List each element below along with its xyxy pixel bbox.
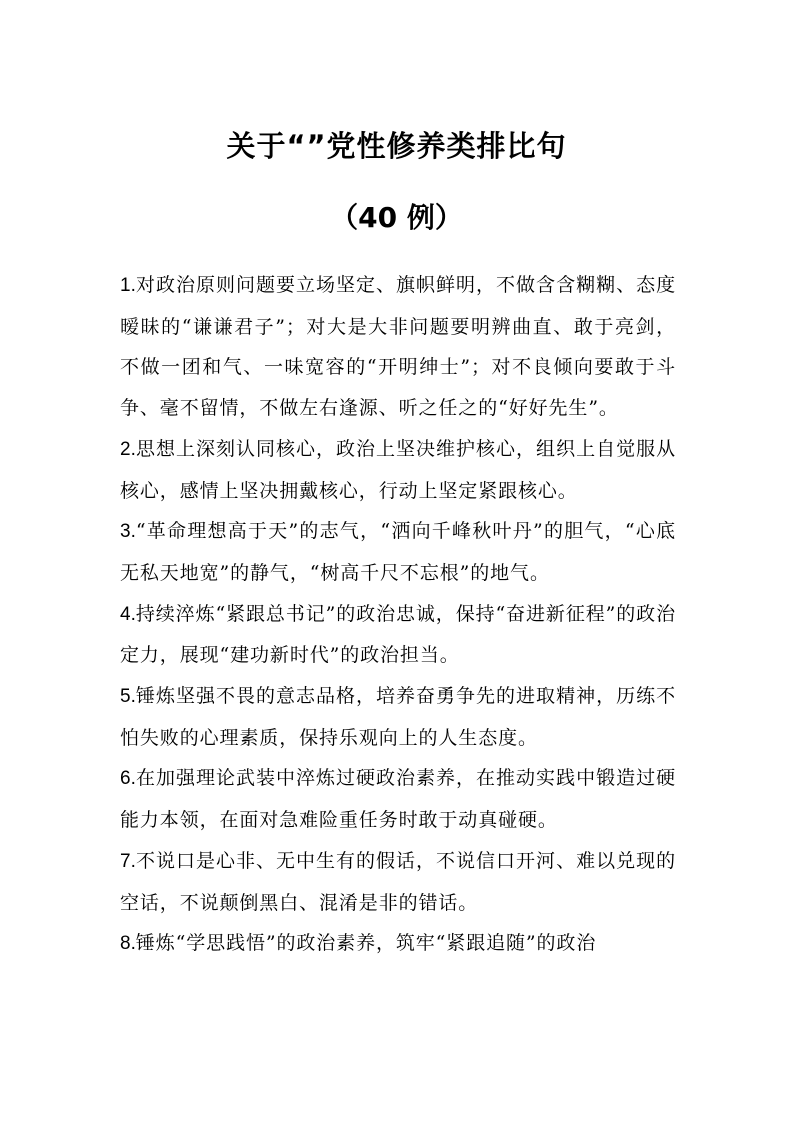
item-number: 5.	[120, 686, 136, 708]
item-number: 4.	[120, 603, 136, 625]
item-text: 在加强理论武装中淬炼过硬政治素养，在推动实践中锻造过硬能力本领，在面对急难险重任务时敢于动真碰硬。	[120, 767, 676, 832]
item-text: 锤炼“学思践悟”的政治素养，筑牢“紧跟追随”的政治	[135, 932, 597, 955]
item-number: 6.	[120, 768, 136, 790]
list-item	[120, 429, 676, 511]
list-item	[120, 265, 676, 429]
item-text: 持续淬炼“紧跟总书记”的政治忠诚，保持“奋进新征程”的政治定力，展现“建功新时代”的政治担当。	[120, 602, 676, 667]
item-number: 3.	[120, 521, 136, 543]
list-item	[120, 594, 676, 676]
item-text: 思想上深刻认同核心，政治上坚决维护核心，组织上自觉服从核心，感情上坚决拥戴核心，行动上坚定紧跟核心。	[120, 437, 676, 502]
document-title: 关于“”党性修养类排比句	[226, 129, 567, 163]
item-number: 1.	[120, 275, 136, 296]
item-text: “革命理想高于天”的志气，“洒向千峰秋叶丹”的胆气，“心底无私天地宽”的静气，“树高千尺不忘根”的地气。	[120, 520, 676, 584]
list-item	[120, 841, 676, 923]
list-item	[120, 923, 676, 965]
item-number: 7.	[120, 850, 136, 872]
document-subtitle: （40 例）	[330, 201, 463, 234]
item-text: 锤炼坚强不畏的意志品格，培养奋勇争先的进取精神，历练不怕失败的心理素质，保持乐观向上的人生态度。	[120, 685, 676, 749]
item-number: 2.	[120, 438, 136, 460]
document-body	[120, 265, 676, 965]
list-item	[120, 758, 676, 840]
item-number: 8.	[120, 933, 136, 955]
list-item	[120, 676, 676, 758]
item-text: 不说口是心非、无中生有的假话，不说信口开河、难以兑现的空话，不说颠倒黑白、混淆是非的错话。	[120, 849, 676, 914]
list-item	[120, 511, 676, 593]
item-text: 对政治原则问题要立场坚定、旗帜鲜明，不做含含糊糊、态度暧昧的“谦谦君子”；对大是大非问题要明辨曲直、敢于亮剑，不做一团和气、一味宽容的“开明绅士”；对不良倾向要敢于斗争、毫不留情，不做左右逢源、听之任之的“好好先生”。	[120, 274, 676, 420]
